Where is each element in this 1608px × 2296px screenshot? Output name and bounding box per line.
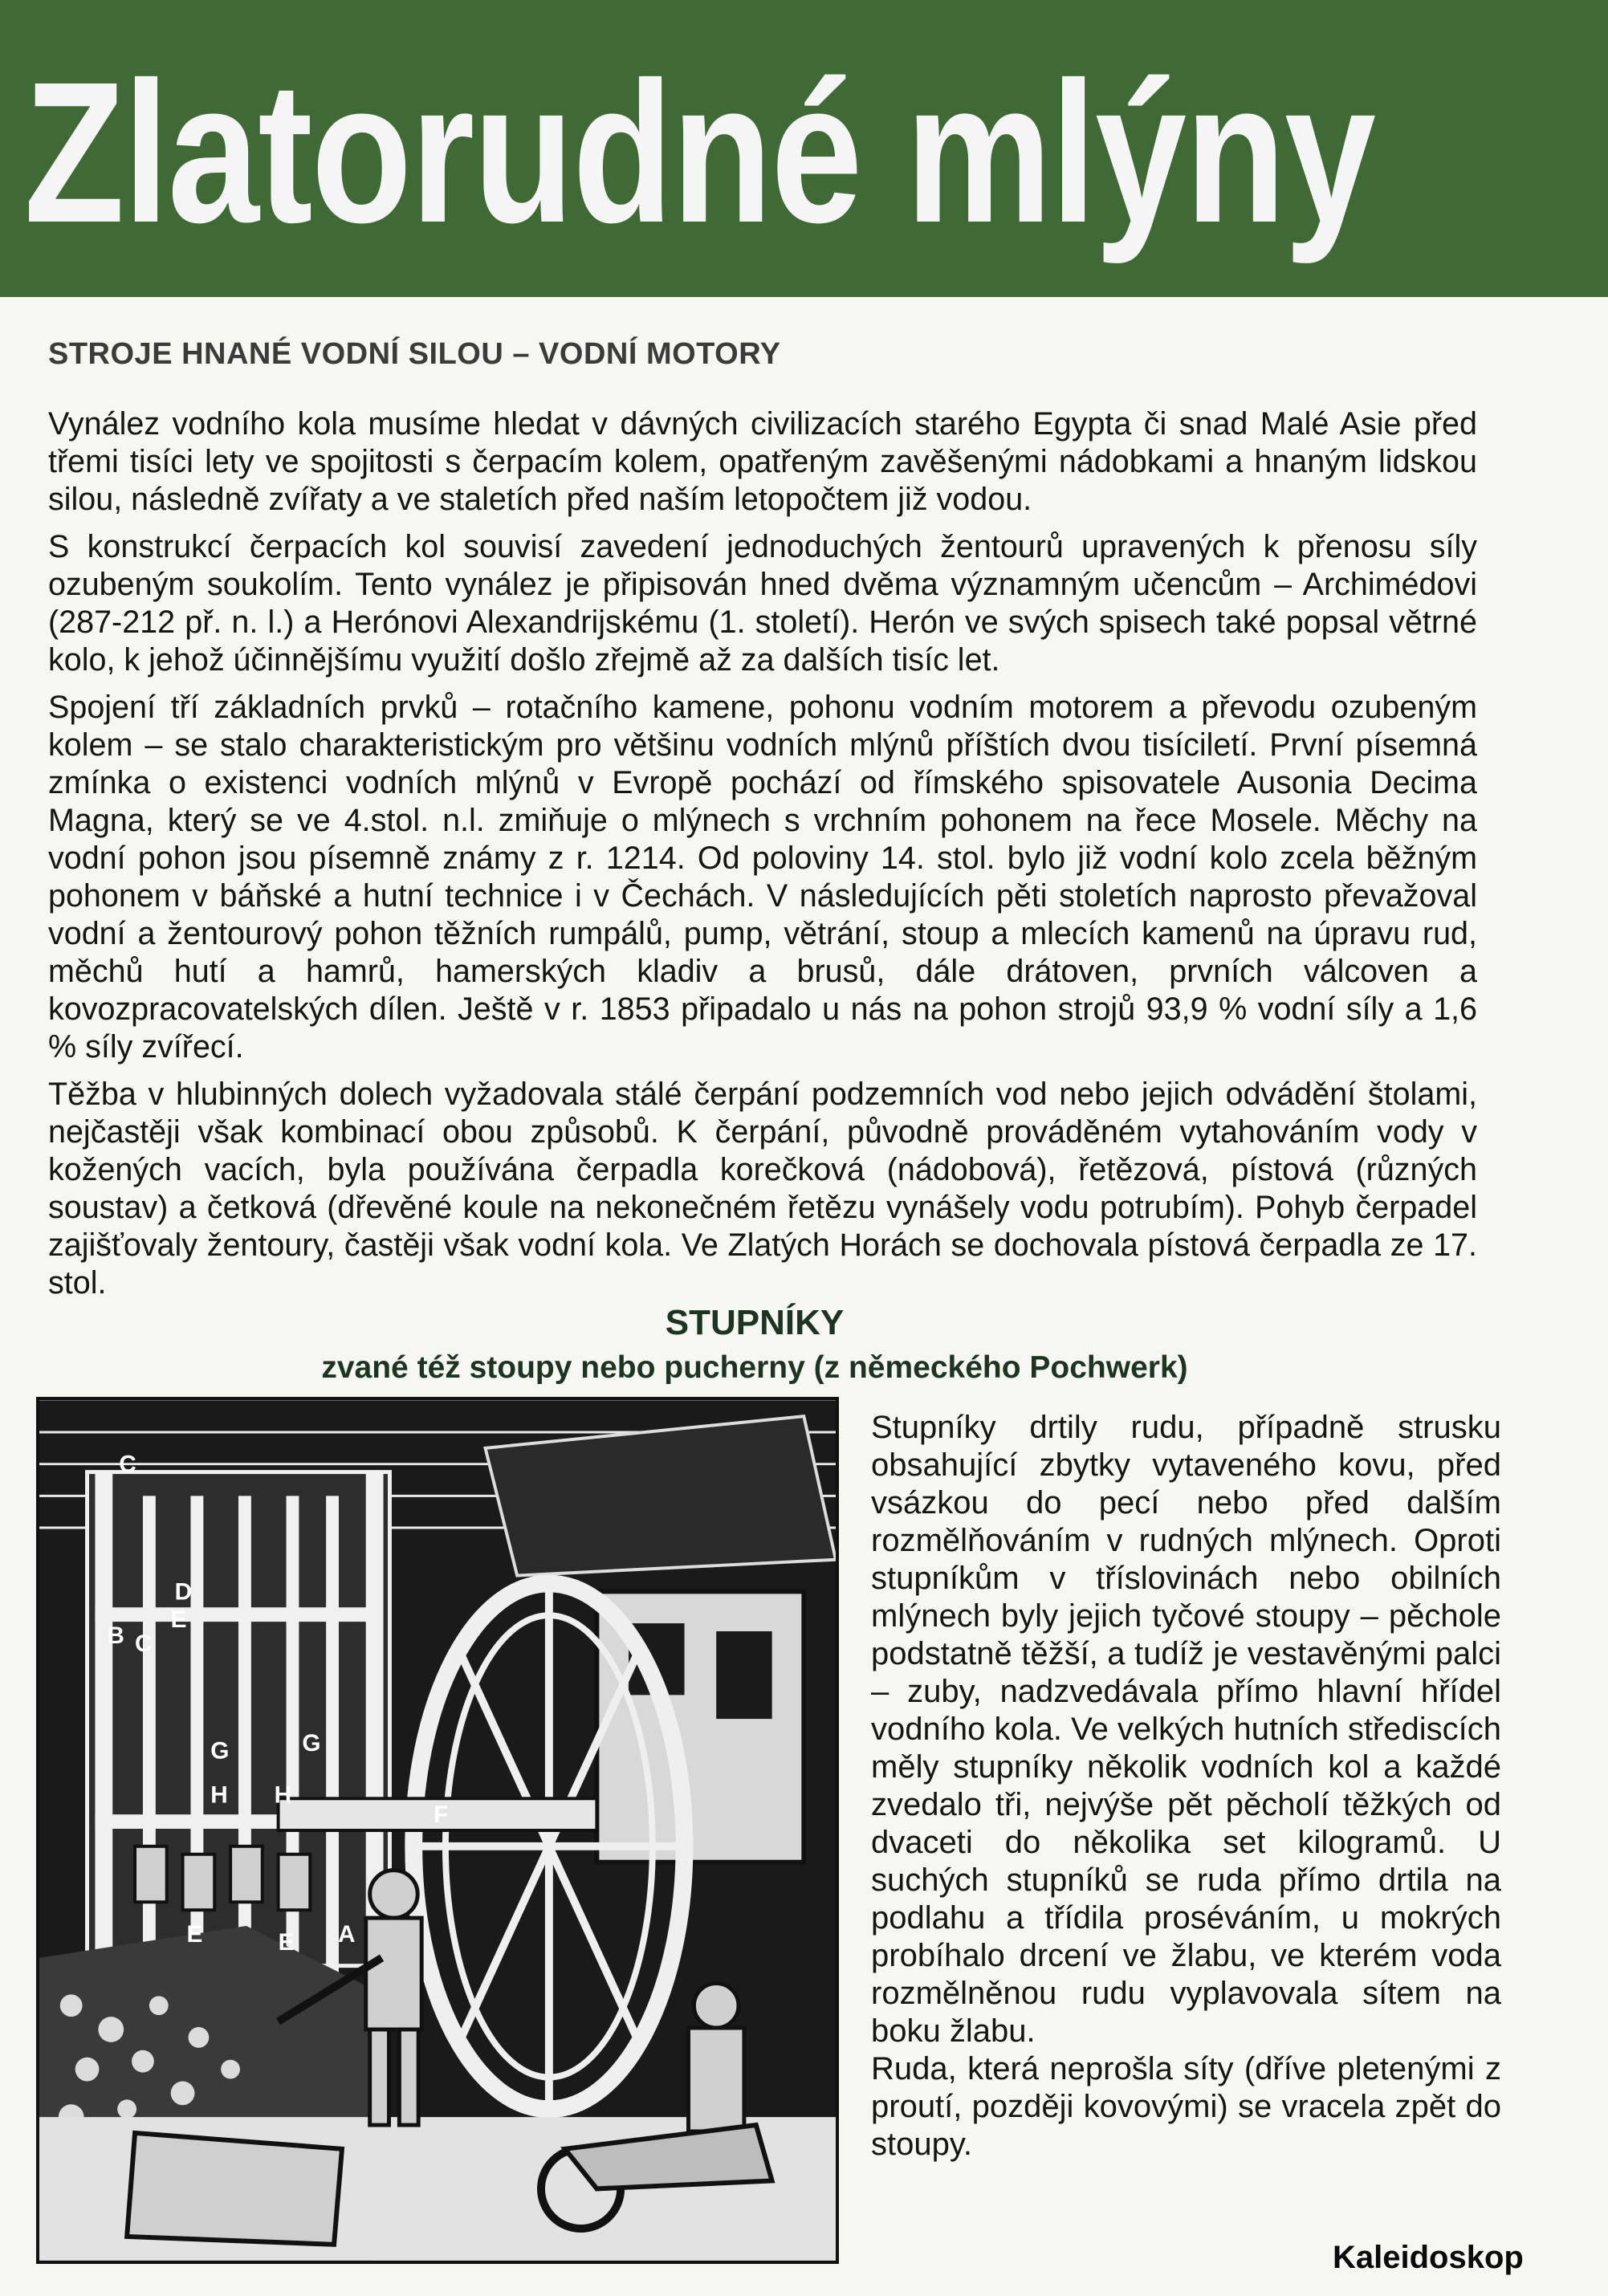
section-heading: STROJE HNANÉ VODNÍ SILOU – VODNÍ MOTORY: [48, 337, 781, 371]
figure-label: F: [434, 1801, 449, 1829]
stupniky-title: STUPNÍKY: [665, 1303, 845, 1342]
intro-text: [48, 405, 1477, 1312]
figure-label: G: [210, 1737, 230, 1765]
figure-label: D: [174, 1578, 193, 1606]
figure-label: B: [107, 1622, 124, 1649]
stupniky-text: [871, 1409, 1501, 2164]
paragraph: Ruda, která neprošla síty (dříve pletenými z proutí, později kovovými) se vracela zpět do stoupy.: [871, 2051, 1501, 2162]
paragraph: Spojení tří základních prvků – rotačního kamene, pohonu vodním motorem a převodu ozubeným kolem – se stalo charakteristickým pro většinu vodních mlýnů příštích dvou tisíciletí. První písemná zmínka o existenci vodních mlýnů v Evropě pochází od římského spisovatele Ausonia Decima Magna, který se ve 4.stol. n.l. zmiňuje o mlýnech s vrchním pohonem na řece Mosele. Měchy na vodní pohon jsou písemně známy z r. 1214. Od poloviny 14. stol. bylo již vodní kolo zcela běžným pohonem v báňské a hutní technice i v Čechách. V následujících pěti stoletích naprosto převažoval vodní a žentourový pohon těžních rumpálů, pump, větrání, stoup a mlecích kamenů na úpravu rud, měchů hutí a hamrů, hamerských kladiv a brusů, dále drátoven, prvních válcoven a kovozpracovatelských dílen. Ještě v r. 1853 připadalo u nás na pohon strojů 93,9 % vodní síly a 1,6 % síly zvířecí.: [48, 690, 1477, 1065]
paragraph: Těžba v hlubinných dolech vyžadovala stálé čerpání podzemních vod nebo jejich odvádění štolami, nejčastěji však kombinací obou způsobů. K čerpání, původně prováděném vytahováním vody v kožených vacích, byla používána čerpadla korečková (nádobová), řetězová, pístová (různých soustav) a četková (dřevěné koule na nekonečném řetězu vynášely vodu potrubím). Pohyb čerpadel zajišťovaly žentoury, častěji však vodní kola. Ve Zlatých Horách se dochovala pístová čerpadla ze 17. stol.: [48, 1077, 1477, 1301]
figure-label: H: [274, 1781, 292, 1809]
figure-label: A: [338, 1920, 356, 1948]
woodcut-drawing: [39, 1400, 836, 2261]
credit-watermark: Kaleidoskop: [1333, 2240, 1524, 2275]
figure-label: C: [119, 1451, 136, 1478]
figure-label: E: [186, 1920, 203, 1948]
figure-label: G: [302, 1729, 321, 1757]
paragraph: S konstrukcí čerpacích kol souvisí zavedení jednoduchých žentourů upravených k přenosu síly ozubeným soukolím. Tento vynález je připisován hned dvěma významným učencům – Archimédovi (287-212 př. n. l.) a Herónovi Alexandrijskému (1. století). Herón ve svých spisech také popsal větrné kolo, k jehož účinnějšímu využití došlo zřejmě až za dalších tisíc let.: [48, 529, 1477, 678]
stupniky-subtitle: zvané též stoupy nebo pucherny (z německého Pochwerk): [321, 1350, 1188, 1385]
stamp-mill-woodcut-illustration: [36, 1397, 839, 2264]
page-title: Zlatorudné mlýny: [24, 40, 1375, 264]
header-banner: [0, 0, 1608, 297]
figure-label: C: [135, 1630, 153, 1657]
stupniky-heading: [0, 1301, 1509, 1390]
paragraph: Stupníky drtily rudu, případně strusku obsahující zbytky vytaveného kovu, před vsázkou do pecí nebo před dalším rozmělňováním v rudných mlýnech. Oproti stupníkům v tříslovinách nebo obilních mlýnech byly jejich tyčové stoupy – pěchole podstatně těžší, a tudíž je vestavěnými palci – zuby, nadzvedávala přímo hlavní hřídel vodního kola. Ve velkých hutních střediscích měly stupníky několik vodních kol a každé zvedalo tři, nejvýše pět pěcholí těžkých od dvaceti do několika set kilogramů. U suchých stupníků se ruda přímo drtila na podlahu a třídila proséváním, u mokrých probíhalo drcení ve žlabu, ve kterém voda rozmělněnou rudu vyplavovala sítem na boku žlabu.: [871, 1410, 1501, 2049]
paragraph: Vynález vodního kola musíme hledat v dávných civilizacích starého Egypta či snad Malé Asie před třemi tisíci lety ve spojitosti s čerpacím kolem, opatřeným zavěšenými nádobkami a hnaným lidskou silou, následně zvířaty a ve staletích před naším letopočtem již vodou.: [48, 406, 1477, 517]
figure-label: E: [278, 1928, 295, 1956]
figure-label: E: [170, 1606, 187, 1634]
figure-label: H: [210, 1781, 228, 1809]
